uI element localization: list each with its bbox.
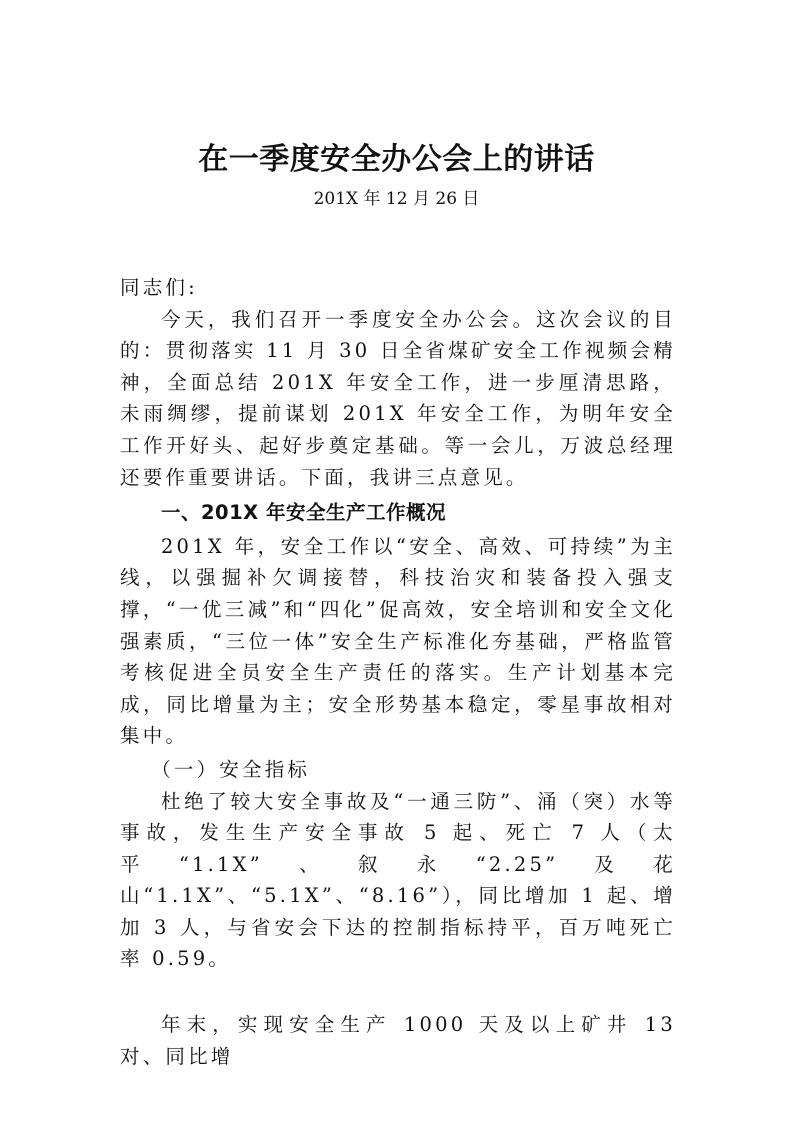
subsection-heading-safety-indicators: （一）安全指标	[151, 757, 311, 781]
paragraph-intro: 今天，我们召开一季度安全办公会。这次会议的目的：贯彻落实 11 月 30 日全省煤矿安全工作视频会精神，全面总结 201X 年安全工作，进一步厘清思路，未雨绸缪，提前谋划 201X 年安全工作，为明年安全工作开好头、起好步奠定基础。等一会儿，万波总经理还要作重要讲话。下面，我讲三点意见。	[120, 307, 676, 489]
salutation: 同志们:	[120, 276, 198, 299]
paragraph-safety-indicators: 杜绝了较大安全事故及“一通三防”、涌（突）水等事故，发生生产安全事故 5 起、死亡 7 人（太平“1.1X”、叙永“2.25”及花山“1.1X”、“5.1X”、“8.16”），同比增加 1 起、增加 3 人，与省安会下达的控制指标持平，百万吨死亡率 0.59。	[120, 789, 676, 971]
paragraph-year-end: 年末，实现安全生产 1000 天及以上矿井 13 对、同比增	[120, 1013, 676, 1068]
document-title: 在一季度安全办公会上的讲话	[198, 142, 595, 177]
document-date: 201X 年 12 月 26 日	[313, 189, 480, 209]
document-body	[120, 272, 676, 1072]
section-heading-1: 一、201X 年安全生产工作概况	[160, 501, 446, 525]
paragraph-overview: 201X 年，安全工作以“安全、高效、可持续”为主线，以强掘补欠调接替，科技治灾和装备投入强支撑，“一优三减”和“四化”促高效，安全培训和安全文化强素质，“三位一体”安全生产标准化夯基础，严格监管考核促进全员安全生产责任的落实。生产计划基本完成，同比增量为主；安全形势基本稳定，零星事故相对集中。	[120, 534, 676, 748]
